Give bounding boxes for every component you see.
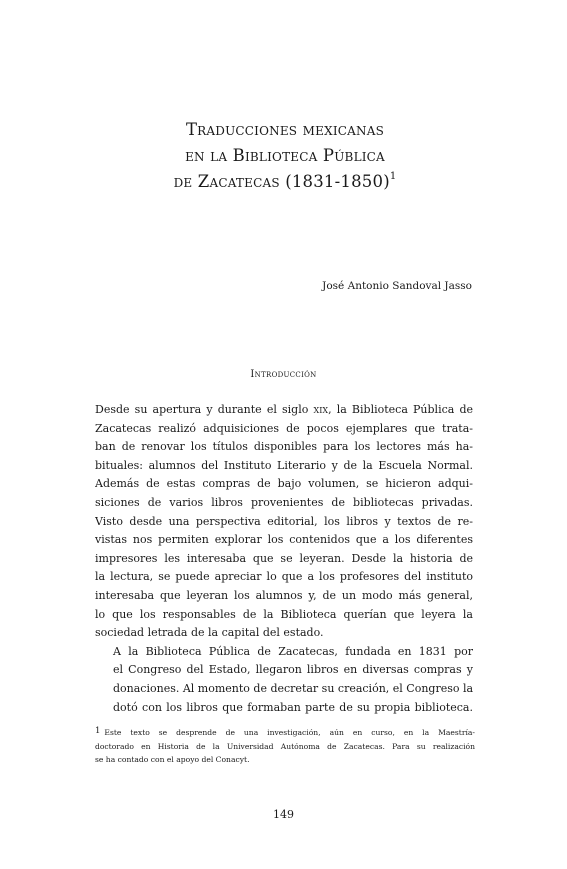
page-number: 149 bbox=[273, 808, 294, 821]
body-text bbox=[95, 401, 473, 717]
paragraph-1-line: vistas nos permiten explorar los contenidos que a los diferentes bbox=[95, 533, 473, 547]
chapter-title bbox=[120, 117, 450, 195]
section-heading: Introducción bbox=[250, 369, 317, 380]
paragraph-1-line: Zacatecas realizó adquisiciones de pocos ejemplares que trata- bbox=[95, 421, 473, 435]
title-footnote-marker[interactable]: 1 bbox=[389, 171, 397, 182]
author-name: José Antonio Sandoval Jasso bbox=[322, 280, 472, 292]
footnote-marker: 1 bbox=[95, 726, 101, 736]
footnote-line: doctorado en Historia de la Universidad Autónoma de Zacatecas. Para su realización bbox=[95, 741, 475, 751]
footnote-line-1: $^1$ Este texto se desprende de una investigación, aún en curso, en la Maestría- bbox=[95, 726, 475, 737]
paragraph-1 bbox=[95, 401, 473, 643]
paragraph-1-line: la lectura, se puede apreciar lo que a los profesores del instituto bbox=[95, 570, 473, 584]
title-line-1: Traducciones mexicanas bbox=[185, 120, 385, 139]
paragraph-2-line: dotó con los libros que formaban parte de su propia biblioteca. bbox=[113, 700, 473, 714]
footnote bbox=[95, 725, 475, 767]
footnote-line: se ha contado con el apoyo del Conacyt. bbox=[95, 755, 250, 764]
title-line-3 bbox=[120, 169, 450, 195]
paragraph-1-line: lo que los responsables de la Biblioteca querían que leyera la bbox=[95, 607, 473, 621]
paragraph-1-line: Visto desde una perspectiva editorial, los libros y textos de re- bbox=[95, 514, 473, 528]
century-small-caps: xix bbox=[313, 403, 329, 416]
title-line-2: en la Biblioteca Pública bbox=[185, 146, 385, 165]
paragraph-1-line: sociedad letrada de la capital del estado. bbox=[95, 626, 324, 640]
paragraph-1-line: bituales: alumnos del Instituto Literario y de la Escuela Normal. bbox=[95, 458, 473, 472]
paragraph-1-line: siciones de varios libros provenientes de bibliotecas privadas. bbox=[95, 495, 473, 509]
paragraph-1-line: impresores les interesaba que se leyeran. Desde la historia de bbox=[95, 551, 473, 565]
paragraph-1-line: Además de estas compras de bajo volumen, se hicieron adqui- bbox=[95, 477, 473, 491]
paragraph-2-line: A la Biblioteca Pública de Zacatecas, fundada en 1831 por bbox=[113, 644, 473, 658]
paragraph-2-line: el Congreso del Estado, llegaron libros en diversas compras y bbox=[113, 663, 473, 677]
paragraph-2-line: donaciones. Al momento de decretar su creación, el Congreso la bbox=[113, 681, 473, 695]
title-line-3-text: de Zacatecas (1831-1850) bbox=[173, 172, 390, 191]
paragraph-2 bbox=[95, 643, 473, 717]
paragraph-1-line: interesaba que leyeran los alumnos y, de un modo más general, bbox=[95, 588, 473, 602]
paragraph-1-line-1: Desde su apertura y durante el siglo xix, la Biblioteca Pública de bbox=[95, 403, 473, 416]
paragraph-1-line: ban de renovar los títulos disponibles para los lectores más ha- bbox=[95, 440, 473, 454]
